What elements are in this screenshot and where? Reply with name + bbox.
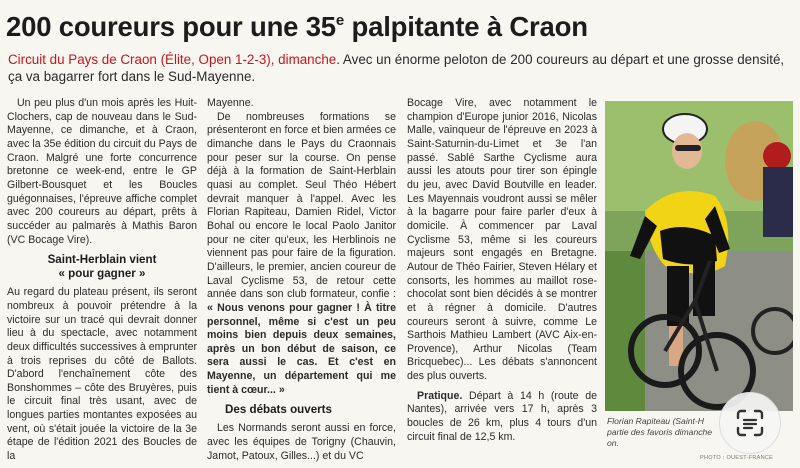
lede-highlight: Circuit du Pays de Craon (Élite, Open 1-2-3), dimanche — [8, 52, 337, 67]
photo-credit: PHOTO : OUEST-FRANCE — [700, 455, 774, 461]
google-lens-icon — [735, 408, 765, 438]
paragraph: Mayenne. — [207, 97, 254, 109]
headline: 200 coureurs pour une 35e palpitante à Craon — [6, 11, 588, 42]
article-column-1 — [7, 97, 197, 464]
quote: « Nous venons pour gagner ! À titre personnel, même si c'est un peu moins bien depuis deux semaines, après un bon début de saison, ce sera aussi le cas. Et c'est en Mayenne, un département qui me tient à cœur... » — [207, 301, 396, 396]
practical-info: Pratique. Départ à 14 h (route de Nantes), arrivée vers 17 h, après 3 boucles de 26 km, plus 4 tours d'un circuit final de 12,5 km. — [407, 389, 597, 443]
lede-text: . Avec un énorme peloton de 200 coureurs au départ et une grosse densité, ça va bagarrer fort dans le Sud-Mayenne. — [8, 52, 785, 84]
article-column-3 — [407, 97, 597, 444]
paragraph: De nombreuses formations se présenteront en force et bien armées ce dimanche dans le Pays du Craonnais pour peser sur la course. On pense déjà à la formation de Saint-Herblain quasi au complet. Seul Théo Hébert devrait manquer à l'appel. Avec les Florian Rapiteau, Damien Ridel, Victor Bohal ou encore le local Paolo Janitor pour ne citer qu'eux, les Herblinois ne viennent pas pour faire de la figuration. D'ailleurs, le premier, ancien coureur de Laval Cyclisme 53, de retour cette année dans son club formateur, confie : « Nous venons pour gagner ! À titre personnel, même si c'est un peu moins bien depuis deux semaines, après un bon début de saison, ce sera aussi le cas. Et c'est en Mayenne, un département qui me tient à cœur... » — [207, 110, 396, 396]
paragraph: Les Normands seront aussi en force, avec les équipes de Torigny (Chauvin, Jamot, Patoux, Gilles...) et du VC — [207, 422, 396, 462]
paragraph: Un peu plus d'un mois après les Huit-Clochers, cap de nouveau dans le Sud-Mayenne, ce dimanche, et à Craon, avec la 35e édition du circuit du Pays de Craon. Malgré une forte concurrence bretonne ce week-end, entre le GP Gilbert-Bousquet et les Boucles guégonnaises, l'épreuve affiche complet avec 200 coureurs au départ, prêts à succéder au palmarès à Mathis Baron (VC Bocage Vire). — [7, 97, 197, 246]
cyclist-photo — [605, 101, 793, 411]
article-column-2 — [207, 97, 396, 463]
subheading: Saint-Herblain vient « pour gagner » — [47, 253, 157, 281]
google-lens-button[interactable] — [719, 392, 781, 454]
paragraph: Au regard du plateau présent, ils seront nombreux à pouvoir prétendre à la victoire sur un tracé qui devrait donner lieu à du spectacle, avec notamment deux difficultés successives à emprunter à trois reprises du côté de Ballots. D'abord l'enchaînement côte des Bonshommes – côte des Bruyères, puis le circuit final très usant, avec de longues parties montantes exposées au vent, où s'était jouée la victoire de la 3e étape de l'édition 2021 des Boucles de la — [7, 286, 197, 463]
lede — [8, 51, 788, 85]
photo-caption: Florian Rapiteau (Saint-H partie des favoris dimanche on. — [607, 416, 713, 448]
subheading: Des débats ouverts — [225, 403, 332, 417]
paragraph: Bocage Vire, avec notamment le champion d'Europe junior 2016, Nicolas Malle, vainqueur de l'épreuve en 2023 à Saint-Saturnin-du-Limet et 3e l'an passé. Sablé Sarthe Cyclisme aura aussi les atouts pour tirer son épingle du jeu, avec David Boutville en leader. Les Mayennais voudront aussi se mêler à la bagarre pour faire parler d'eux à domicile. À commencer par Laval Cyclisme 53, même si les coureurs majeurs sont engagés en Bretagne. Autour de Théo Fairier, Steven Hélary et consorts, les hommes au maillot rose-chocolat sont bien décidés à se montrer et à régner à domicile. D'autres coureurs seront à suivre, comme Le Sarthois Mathieu Lambert (AVC Aix-en-Provence), Arthur Nicolas (Team Bricquebec)... Les débats s'annoncent des plus ouverts. — [407, 97, 597, 383]
